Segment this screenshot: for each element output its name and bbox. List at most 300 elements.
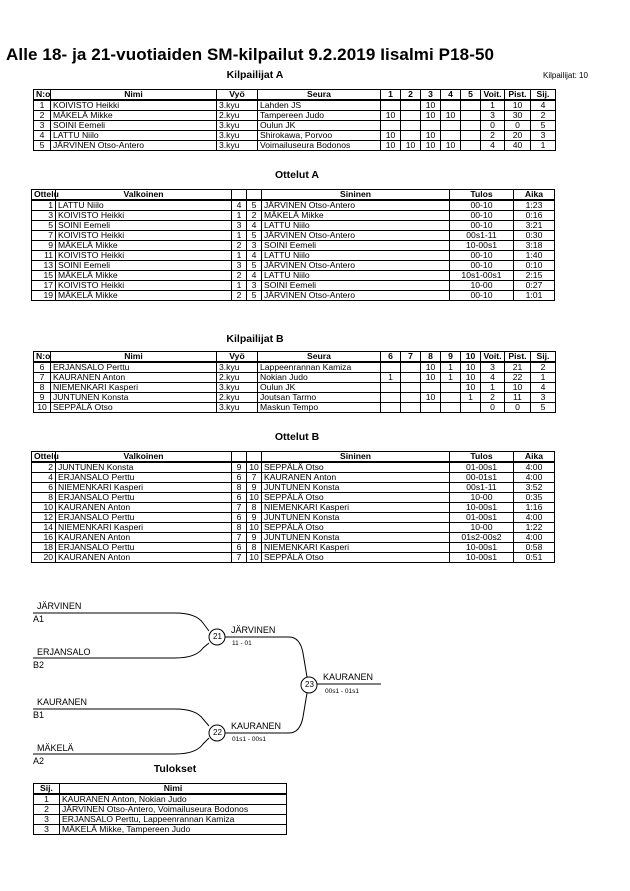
table-cell: JUNTUNEN Konsta: [262, 483, 450, 493]
table-cell: 4: [34, 131, 51, 141]
table-cell: JÄRVINEN Otso-Antero: [51, 141, 217, 151]
semi1-score: 11 - 01: [232, 640, 252, 647]
table-cell: JÄRVINEN Otso-Antero, Voimailuseura Bodonos: [60, 805, 287, 815]
column-header: Voit.: [481, 352, 505, 363]
table-cell: 00-10: [450, 221, 514, 231]
table-cell: [441, 100, 461, 111]
table-cell: Oulun JK: [258, 383, 381, 393]
table-cell: 3.kyu: [217, 121, 258, 131]
table-cell: 0: [505, 121, 531, 131]
table-cell: 40: [505, 141, 531, 151]
table-row: [32, 221, 555, 231]
table-cell: 5: [247, 231, 262, 241]
table-cell: 9: [232, 462, 247, 473]
table-cell: 0:35: [514, 493, 555, 503]
table-cell: 10: [461, 373, 481, 383]
semi2-bottom-seed: A2: [33, 756, 45, 766]
table-cell: Nokian Judo: [258, 373, 381, 383]
table-cell: 10: [421, 393, 441, 403]
table-cell: KAURANEN Anton: [56, 503, 232, 513]
column-header: Tulos: [450, 452, 514, 463]
table-cell: 10-00: [450, 523, 514, 533]
table-cell: 15: [32, 271, 56, 281]
table-row: [34, 403, 556, 413]
table-cell: JUNTUNEN Konsta: [56, 462, 232, 473]
table-cell: [401, 373, 421, 383]
column-header: Aika: [514, 452, 555, 463]
table-cell: 6: [32, 483, 56, 493]
column-header: [232, 190, 247, 201]
match-22-number: 22: [213, 728, 222, 737]
table-cell: 10s1-00s1: [450, 271, 514, 281]
table-cell: 1: [381, 373, 401, 383]
table-cell: [441, 121, 461, 131]
table-cell: 3.kyu: [217, 403, 258, 413]
column-header: Nimi: [51, 352, 217, 363]
table-cell: Lahden JS: [258, 100, 381, 111]
table-row: [32, 473, 555, 483]
table-cell: 0: [505, 403, 531, 413]
table-cell: 5: [34, 141, 51, 151]
table-cell: 1: [32, 200, 56, 211]
table-row: [32, 533, 555, 543]
table-cell: 4: [247, 221, 262, 231]
competitors-b-heading: Kilpailijat B: [226, 333, 284, 345]
table-cell: LATTU Niilo: [262, 221, 450, 231]
table-cell: KOIVISTO Heikki: [51, 100, 217, 111]
table-cell: 3: [34, 825, 60, 835]
table-cell: 2.kyu: [217, 373, 258, 383]
semi1-top-seed: A1: [33, 614, 45, 624]
table-cell: 10-00: [450, 493, 514, 503]
table-cell: 3: [34, 815, 60, 825]
table-cell: [401, 383, 421, 393]
column-header: [232, 452, 247, 463]
table-cell: ERJANSALO Perttu: [56, 473, 232, 483]
table-cell: 10: [247, 462, 262, 473]
table-cell: 0:27: [514, 281, 555, 291]
semi1-top-name: JÄRVINEN: [37, 601, 82, 611]
table-cell: 10: [381, 131, 401, 141]
table-cell: [461, 121, 481, 131]
column-header: Valkoinen: [56, 190, 232, 201]
table-row: [34, 805, 287, 815]
table-cell: 4: [247, 251, 262, 261]
table-row: [32, 281, 555, 291]
matches-b-heading: Ottelut B: [274, 431, 320, 443]
table-cell: [401, 393, 421, 403]
table-cell: 3.kyu: [217, 131, 258, 141]
table-cell: 1: [461, 393, 481, 403]
table-cell: 3: [247, 241, 262, 251]
semi1-winner: JÄRVINEN: [231, 625, 276, 635]
table-cell: 8: [247, 543, 262, 553]
table-cell: 7: [247, 473, 262, 483]
column-header: Tulos: [450, 190, 514, 201]
column-header: 9: [441, 352, 461, 363]
table-cell: 8: [232, 483, 247, 493]
table-cell: JÄRVINEN Otso-Antero: [262, 231, 450, 241]
table-cell: JÄRVINEN Otso-Antero: [262, 291, 450, 301]
table-cell: 6: [232, 473, 247, 483]
column-header: 7: [401, 352, 421, 363]
table-cell: KOIVISTO Heikki: [56, 251, 232, 261]
match-23-number: 23: [305, 680, 314, 689]
table-cell: 9: [34, 393, 51, 403]
table-cell: 0: [481, 403, 505, 413]
table-cell: NIEMENKARI Kasperi: [51, 383, 217, 393]
table-row: [32, 271, 555, 281]
table-cell: [461, 100, 481, 111]
table-cell: 21: [505, 362, 531, 373]
table-row: [32, 503, 555, 513]
table-cell: 10: [505, 383, 531, 393]
table-cell: 3.kyu: [217, 100, 258, 111]
table-row: [32, 200, 555, 211]
table-cell: 1: [441, 373, 461, 383]
table-cell: 6: [232, 513, 247, 523]
table-cell: 3: [531, 131, 556, 141]
table-cell: 10: [421, 373, 441, 383]
table-cell: 10: [32, 503, 56, 513]
table-cell: 4:00: [514, 513, 555, 523]
table-row: [32, 553, 555, 563]
table-header-row: [34, 352, 556, 363]
table-cell: 0: [481, 121, 505, 131]
table-cell: [401, 403, 421, 413]
table-cell: 10: [441, 111, 461, 121]
table-cell: 16: [32, 533, 56, 543]
table-row: [32, 241, 555, 251]
column-header: 8: [421, 352, 441, 363]
table-cell: 00-10: [450, 211, 514, 221]
table-cell: NIEMENKARI Kasperi: [262, 503, 450, 513]
table-cell: [461, 131, 481, 141]
table-row: [34, 362, 556, 373]
table-cell: [401, 131, 421, 141]
table-header-row: [32, 190, 555, 201]
table-cell: SEPPÄLÄ Otso: [262, 462, 450, 473]
table-cell: [441, 393, 461, 403]
table-cell: 8: [232, 523, 247, 533]
table-cell: 5: [247, 291, 262, 301]
column-header: Seura: [258, 352, 381, 363]
match-21-number: 21: [213, 632, 222, 641]
table-cell: [381, 383, 401, 393]
table-row: [32, 231, 555, 241]
column-header: Voit.: [481, 90, 505, 101]
table-cell: 1:23: [514, 200, 555, 211]
table-cell: 1: [232, 211, 247, 221]
competitors-a-heading: Kilpailijat A: [226, 69, 284, 81]
table-row: [32, 462, 555, 473]
table-cell: 5: [531, 403, 556, 413]
table-cell: ERJANSALO Perttu: [56, 543, 232, 553]
table-row: [32, 543, 555, 553]
table-cell: [401, 100, 421, 111]
table-cell: 4:00: [514, 462, 555, 473]
table-cell: 10: [421, 362, 441, 373]
column-header: 1: [381, 90, 401, 101]
table-cell: SEPPÄLÄ Otso: [262, 493, 450, 503]
table-cell: 10: [247, 523, 262, 533]
table-cell: 2: [247, 211, 262, 221]
table-cell: 7: [32, 231, 56, 241]
table-cell: 01s2-00s2: [450, 533, 514, 543]
table-cell: MÄKELÄ Mikke: [262, 211, 450, 221]
table-cell: 10: [441, 141, 461, 151]
table-header-row: [34, 90, 556, 101]
table-cell: 2.kyu: [217, 111, 258, 121]
table-cell: 1: [34, 794, 60, 805]
table-row: [34, 100, 556, 111]
table-cell: 0:51: [514, 553, 555, 563]
table-cell: 2.kyu: [217, 393, 258, 403]
table-cell: 3: [32, 211, 56, 221]
table-cell: 2: [232, 271, 247, 281]
table-cell: [401, 121, 421, 131]
table-cell: 00s1-11: [450, 231, 514, 241]
competitors-count-note: Kilpailijat: 10: [543, 71, 588, 80]
table-cell: 3: [232, 221, 247, 231]
table-cell: 18: [32, 543, 56, 553]
table-cell: [401, 362, 421, 373]
table-row: [34, 373, 556, 383]
table-cell: 1: [232, 251, 247, 261]
table-cell: 10: [401, 141, 421, 151]
column-header: 10: [461, 352, 481, 363]
table-cell: 5: [32, 221, 56, 231]
table-cell: 10-00: [450, 281, 514, 291]
table-cell: ERJANSALO Perttu: [51, 362, 217, 373]
table-cell: 3:52: [514, 483, 555, 493]
table-row: [34, 815, 287, 825]
table-cell: LATTU Niilo: [51, 131, 217, 141]
results-table: [33, 783, 287, 835]
table-row: [34, 393, 556, 403]
table-cell: Lappeenrannan Kamiza: [258, 362, 381, 373]
table-cell: 4: [32, 473, 56, 483]
table-cell: 10-00s1: [450, 543, 514, 553]
table-cell: SEPPÄLÄ Otso: [51, 403, 217, 413]
table-cell: 3: [247, 281, 262, 291]
table-cell: ERJANSALO Perttu: [56, 493, 232, 503]
table-cell: SOINI Eemeli: [56, 221, 232, 231]
competitors-b-table: [33, 351, 556, 413]
table-cell: SOINI Eemeli: [262, 281, 450, 291]
table-cell: 0:58: [514, 543, 555, 553]
table-cell: SOINI Eemeli: [51, 121, 217, 131]
table-row: [32, 291, 555, 301]
table-cell: 7: [232, 553, 247, 563]
table-cell: 14: [32, 523, 56, 533]
table-cell: 10: [505, 100, 531, 111]
table-cell: LATTU Niilo: [262, 271, 450, 281]
final-score: 00s1 - 01s1: [325, 688, 359, 695]
results-heading: Tulokset: [153, 763, 197, 775]
table-cell: 00-10: [450, 200, 514, 211]
table-cell: JUNTUNEN Konsta: [262, 533, 450, 543]
semi1-bottom-name: ERJANSALO: [37, 647, 91, 657]
table-cell: 5: [531, 121, 556, 131]
column-header: Aika: [514, 190, 555, 201]
column-header: Pist.: [505, 90, 531, 101]
column-header: Nimi: [51, 90, 217, 101]
table-cell: SEPPÄLÄ Otso: [262, 553, 450, 563]
column-header: Pist.: [505, 352, 531, 363]
table-row: [34, 141, 556, 151]
table-row: [34, 131, 556, 141]
table-cell: 7: [232, 503, 247, 513]
table-cell: MÄKELÄ Mikke: [56, 291, 232, 301]
table-cell: Voimailuseura Bodonos: [258, 141, 381, 151]
semi2-winner: KAURANEN: [231, 721, 282, 731]
table-cell: 1: [531, 141, 556, 151]
table-cell: 17: [32, 281, 56, 291]
table-cell: 4: [531, 383, 556, 393]
table-cell: LATTU Niilo: [262, 251, 450, 261]
table-cell: 00s1-11: [450, 483, 514, 493]
table-cell: [441, 131, 461, 141]
table-cell: KAURANEN Anton, Nokian Judo: [60, 794, 287, 805]
table-cell: NIEMENKARI Kasperi: [56, 523, 232, 533]
table-row: [32, 483, 555, 493]
table-cell: 2:15: [514, 271, 555, 281]
table-cell: NIEMENKARI Kasperi: [262, 543, 450, 553]
table-row: [32, 211, 555, 221]
table-cell: 00-10: [450, 261, 514, 271]
table-cell: 3: [34, 121, 51, 131]
table-cell: 2: [531, 362, 556, 373]
table-row: [34, 794, 287, 805]
table-cell: 10-00s1: [450, 553, 514, 563]
table-cell: 0:16: [514, 211, 555, 221]
table-cell: 2: [232, 241, 247, 251]
table-cell: SEPPÄLÄ Otso: [262, 523, 450, 533]
column-header: Ottelu: [32, 190, 56, 201]
column-header: Valkoinen: [56, 452, 232, 463]
table-cell: 6: [232, 493, 247, 503]
table-row: [34, 121, 556, 131]
table-cell: 2: [34, 111, 51, 121]
table-cell: Oulun JK: [258, 121, 381, 131]
column-header: Sij.: [34, 784, 60, 795]
table-cell: [381, 362, 401, 373]
table-cell: KAURANEN Anton: [56, 553, 232, 563]
semi2-bottom-name: MÄKELÄ: [37, 743, 74, 753]
table-cell: 10: [421, 111, 441, 121]
column-header: N:o: [34, 352, 51, 363]
table-cell: 0:30: [514, 231, 555, 241]
table-row: [34, 383, 556, 393]
column-header: 6: [381, 352, 401, 363]
table-cell: [441, 403, 461, 413]
table-cell: 7: [232, 533, 247, 543]
table-cell: 1: [232, 281, 247, 291]
table-cell: 11: [505, 393, 531, 403]
semi2-top-seed: B1: [33, 710, 45, 720]
table-row: [32, 261, 555, 271]
matches-a-heading: Ottelut A: [275, 169, 319, 181]
table-cell: 3:18: [514, 241, 555, 251]
table-cell: [401, 111, 421, 121]
page-title: Alle 18- ja 21-vuotiaiden SM-kilpailut 9.2.2019 Iisalmi P18-50: [6, 45, 495, 64]
table-cell: KOIVISTO Heikki: [56, 231, 232, 241]
table-cell: [421, 383, 441, 393]
table-cell: 1:40: [514, 251, 555, 261]
table-cell: 10: [381, 141, 401, 151]
column-header: 3: [421, 90, 441, 101]
table-cell: 3: [531, 393, 556, 403]
table-cell: Shirokawa, Porvoo: [258, 131, 381, 141]
column-header: Vyö: [217, 352, 258, 363]
table-row: [34, 111, 556, 121]
table-cell: 13: [32, 261, 56, 271]
table-cell: [381, 403, 401, 413]
table-cell: 3: [481, 362, 505, 373]
table-cell: KOIVISTO Heikki: [56, 281, 232, 291]
table-cell: 1: [232, 231, 247, 241]
table-cell: 3.kyu: [217, 141, 258, 151]
table-cell: [461, 141, 481, 151]
table-cell: 1: [481, 383, 505, 393]
table-cell: Tampereen Judo: [258, 111, 381, 121]
column-header: Nimi: [60, 784, 287, 795]
table-row: [32, 493, 555, 503]
table-row: [34, 825, 287, 835]
table-cell: 3: [481, 111, 505, 121]
table-cell: [441, 383, 461, 393]
table-cell: 01-00s1: [450, 462, 514, 473]
table-cell: 1: [531, 373, 556, 383]
table-cell: 22: [505, 373, 531, 383]
table-cell: 9: [247, 483, 262, 493]
table-cell: MÄKELÄ Mikke, Tampereen Judo: [60, 825, 287, 835]
column-header: [247, 452, 262, 463]
semi2-score: 01s1 - 00s1: [232, 736, 266, 743]
table-cell: 2: [481, 131, 505, 141]
table-cell: 10: [421, 141, 441, 151]
table-cell: JUNTUNEN Konsta: [262, 513, 450, 523]
table-row: [32, 513, 555, 523]
table-cell: NIEMENKARI Kasperi: [56, 483, 232, 493]
matches-b-table: [31, 451, 555, 563]
table-cell: 10: [247, 493, 262, 503]
table-cell: 10: [34, 403, 51, 413]
table-cell: 2: [32, 462, 56, 473]
table-cell: 12: [32, 513, 56, 523]
table-cell: 9: [32, 241, 56, 251]
column-header: Vyö: [217, 90, 258, 101]
table-cell: ERJANSALO Perttu: [56, 513, 232, 523]
table-cell: 10: [247, 553, 262, 563]
table-cell: [461, 111, 481, 121]
table-cell: 3:21: [514, 221, 555, 231]
column-header: N:o: [34, 90, 51, 101]
table-cell: 10-00s1: [450, 503, 514, 513]
column-header: 5: [461, 90, 481, 101]
column-header: 2: [401, 90, 421, 101]
table-cell: LATTU Niilo: [56, 200, 232, 211]
table-cell: 8: [32, 493, 56, 503]
table-cell: 10: [461, 362, 481, 373]
table-cell: KAURANEN Anton: [262, 473, 450, 483]
table-cell: 2: [232, 291, 247, 301]
table-cell: 9: [247, 513, 262, 523]
table-cell: SOINI Eemeli: [56, 261, 232, 271]
table-cell: 4: [232, 200, 247, 211]
table-cell: [381, 100, 401, 111]
